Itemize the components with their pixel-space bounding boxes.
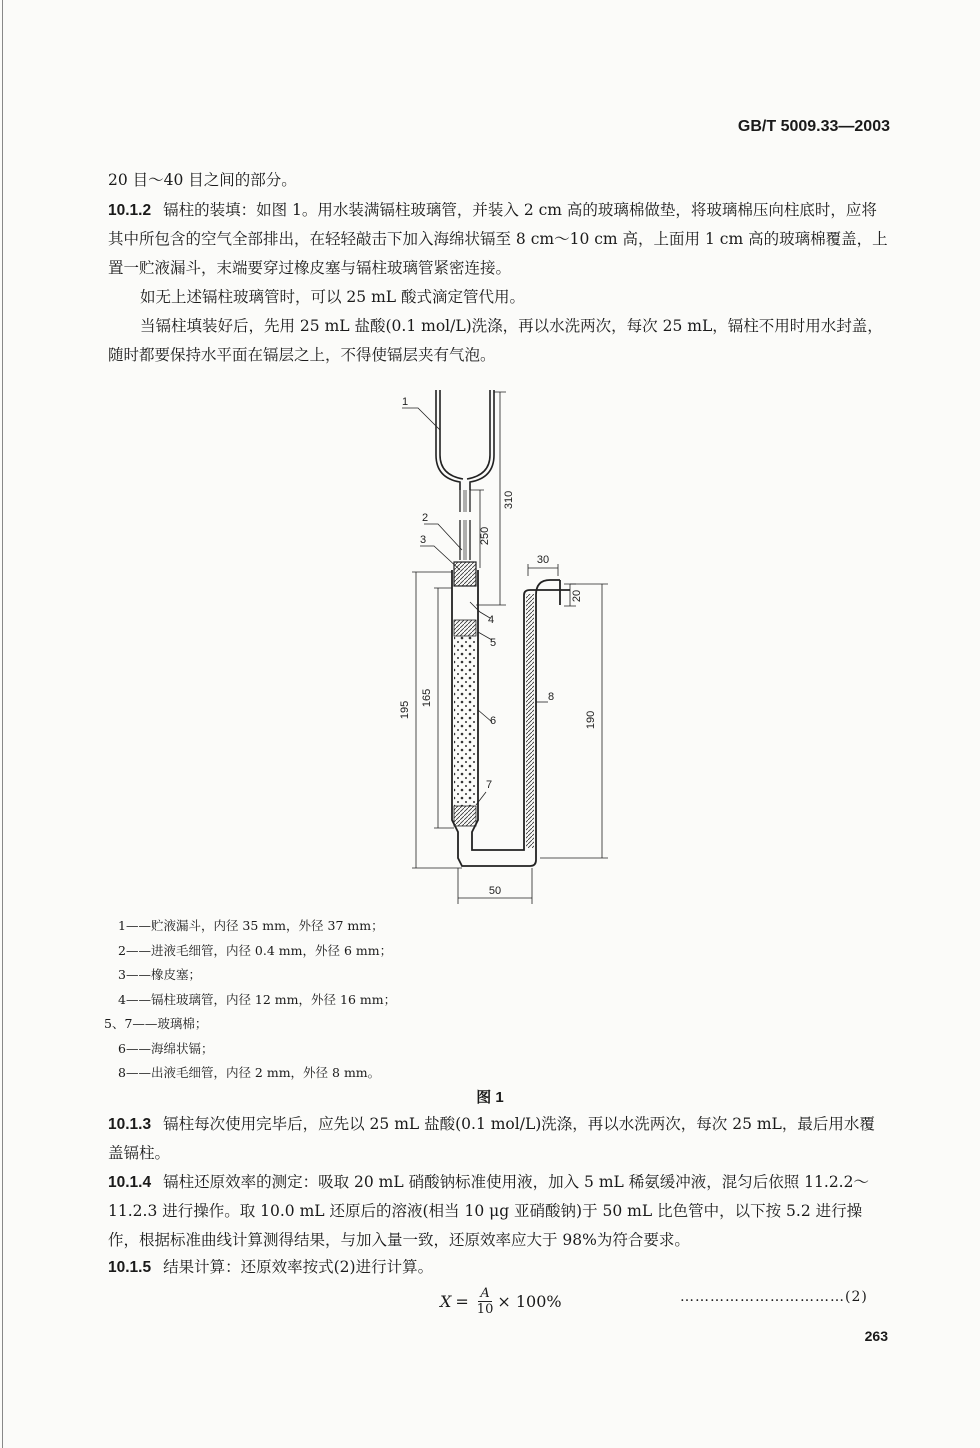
part-label-2: 2 xyxy=(422,512,429,524)
clause-number: 10.1.3 xyxy=(108,1116,152,1133)
legend-item: 4——镉柱玻璃管，内径 12 mm，外径 16 mm； xyxy=(118,991,397,1007)
cadmium-column-diagram xyxy=(380,380,630,910)
clause-number: 10.1.5 xyxy=(108,1259,152,1276)
dim-195: 195 xyxy=(399,700,411,720)
clause-text: 镉柱每次使用完毕后，应先以 25 mL 盐酸(0.1 mol/L)洗涤，再以水洗两次，每次 25 mL，最后用水覆盖镉柱。 xyxy=(108,1115,875,1162)
legend-item: 8——出液毛细管，内径 2 mm，外径 8 mm。 xyxy=(118,1065,381,1080)
paragraph-3: 如无上述镉柱玻璃管时，可以 25 mL 酸式滴定管代用。 xyxy=(140,288,525,306)
formula-fraction xyxy=(477,1286,494,1317)
paragraph-4: 当镉柱填装好后，先用 25 mL 盐酸(0.1 mol/L)洗涤，再以水洗两次，每次 25 mL，镉柱不用时用水封盖，随时都要保持水平面在镉层之上，不得使镉层夹有气泡。 xyxy=(108,317,883,364)
dim-250: 250 xyxy=(479,526,491,546)
glass-wool-top xyxy=(454,620,476,636)
page-number: 263 xyxy=(864,1328,888,1344)
part-label-4: 4 xyxy=(488,614,495,626)
paragraph-10-1-2 xyxy=(108,196,890,283)
legend-item: 6——海绵状镉； xyxy=(118,1040,214,1056)
part-label-5: 5 xyxy=(490,637,497,649)
legend-item: 3——橡皮塞； xyxy=(118,967,201,982)
part-label-8: 8 xyxy=(548,691,555,703)
legend-item: 2——进液毛细管，内径 0.4 mm，外径 6 mm； xyxy=(118,942,393,958)
paragraph-1: 20 目～40 目之间的部分。 xyxy=(108,171,297,189)
formula-2 xyxy=(440,1286,562,1317)
part-label-7: 7 xyxy=(486,779,493,791)
reservoir-funnel xyxy=(436,390,494,490)
clause-number: 10.1.4 xyxy=(108,1174,152,1191)
figure-caption: 图 1 xyxy=(476,1089,504,1106)
dim-165: 165 xyxy=(421,688,433,708)
formula-equals: = xyxy=(455,1292,469,1311)
formula-lhs: X xyxy=(440,1292,452,1311)
clause-text: 结果计算：还原效率按式(2)进行计算。 xyxy=(163,1258,434,1276)
paragraph-10-1-4 xyxy=(108,1168,890,1255)
dim-20: 20 xyxy=(571,589,583,603)
clause-text: 镉柱还原效率的测定：吸取 20 mL 硝酸钠标准使用液，加入 5 mL 稀氨缓冲液，混匀后依照 11.2.2～11.2.3 进行操作。取 10.0 mL 还原后的溶液(相当 10 μg 亚硝酸钠)于 50 mL 比色管中，以下按 5.2 进行操作，根据标准曲线计算测得结果，与加入量一致，还原效率应大于 98%为符合要求。 xyxy=(108,1173,869,1249)
formula-rhs: × 100% xyxy=(497,1292,562,1311)
standard-number: GB/T 5009.33—2003 xyxy=(737,118,890,135)
outlet-capillary-hatch xyxy=(526,594,534,848)
legend-item: 1——贮液漏斗，内径 35 mm，外径 37 mm； xyxy=(118,918,384,933)
dim-310: 310 xyxy=(503,490,515,510)
paragraph-10-1-5 xyxy=(108,1253,890,1282)
legend-item: 5、7——玻璃棉； xyxy=(104,1016,208,1031)
figure-legend xyxy=(104,914,397,1086)
rubber-stopper xyxy=(454,562,476,586)
paragraph-10-1-3 xyxy=(108,1110,890,1168)
part-label-1: 1 xyxy=(402,396,409,408)
clause-text: 镉柱的装填：如图 1。用水装满镉柱玻璃管，并装入 2 cm 高的玻璃棉做垫，将玻璃棉压向柱底时，应将其中所包含的空气全部排出，在轻轻敲击下加入海绵状镉至 8 cm～10 cm 高，上面用 1 cm 高的玻璃棉覆盖，上置一贮液漏斗，末端要穿过橡皮塞与镉柱玻璃管紧密连接。 xyxy=(108,201,888,277)
glass-wool-bottom xyxy=(454,806,476,826)
dim-50: 50 xyxy=(488,885,502,897)
part-label-3: 3 xyxy=(420,534,427,546)
formula-denominator: 10 xyxy=(476,1302,494,1317)
clause-number: 10.1.2 xyxy=(108,202,152,219)
formula-numerator: A xyxy=(480,1286,490,1301)
scan-edge-line xyxy=(2,0,3,1448)
dimension-lines xyxy=(412,392,608,904)
dim-30: 30 xyxy=(536,554,550,566)
sponge-cadmium xyxy=(454,636,476,806)
part-label-6: 6 xyxy=(490,715,497,727)
equation-number: ……………………………(2) xyxy=(680,1289,868,1305)
dim-190: 190 xyxy=(585,710,597,730)
